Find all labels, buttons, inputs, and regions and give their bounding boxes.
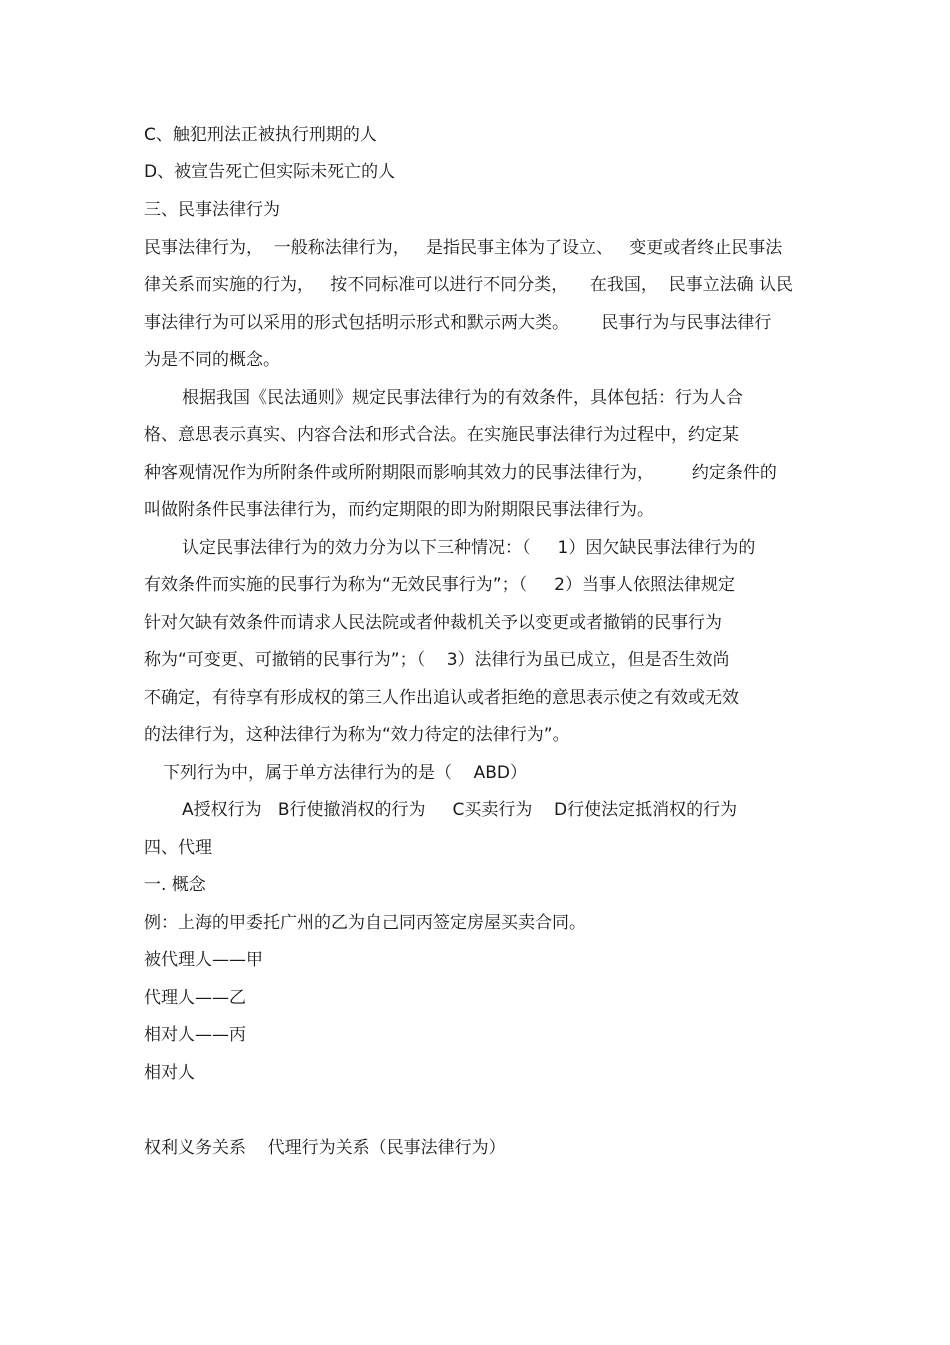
paragraph-line: 认定民事法律行为的效力分为以下三种情况：（ 1）因欠缺民事法律行为的: [182, 538, 756, 558]
paragraph-line: 称为“可变更、可撤销的民事行为”；（ 3）法律行为虽已成立，但是否生效尚: [144, 650, 730, 670]
section-3-heading: 三、民事法律行为: [144, 200, 280, 220]
paragraph-line: 种客观情况作为所附条件或所附期限而影响其效力的民事法律行为， 约定条件的: [144, 463, 777, 483]
role-principal: 被代理人——甲: [144, 950, 263, 970]
relations-line: 权利义务关系 代理行为关系（民事法律行为）: [144, 1138, 506, 1158]
paragraph-line: 格、意思表示真实、内容合法和形式合法。在实施民事法律行为过程中，约定某: [144, 425, 739, 445]
paragraph-line: 叫做附条件民事法律行为，而约定期限的即为附期限民事法律行为。: [144, 500, 654, 520]
paragraph-line: 为是不同的概念。: [144, 350, 280, 370]
question-options: A授权行为 B行使撤消权的行为 C买卖行为 D行使法定抵消权的行为: [182, 800, 738, 820]
example-line: 例：上海的甲委托广州的乙为自己同丙签定房屋买卖合同。: [144, 913, 586, 933]
paragraph-line: 的法律行为，这种法律行为称为“效力待定的法律行为”。: [144, 725, 570, 745]
question-line: 下列行为中，属于单方法律行为的是（ ABD）: [163, 763, 527, 783]
paragraph-line: 律关系而实施的行为， 按不同标准可以进行不同分类， 在我国， 民事立法确 认民: [144, 275, 794, 295]
role-counterparty: 相对人——丙: [144, 1025, 246, 1045]
option-c-item: C、触犯刑法正被执行刑期的人: [144, 125, 377, 145]
paragraph-line: 民事法律行为， 一般称法律行为， 是指民事主体为了设立、 变更或者终止民事法: [144, 238, 783, 258]
paragraph-line: 根据我国《民法通则》规定民事法律行为的有效条件，具体包括：行为人合: [182, 388, 743, 408]
role-agent: 代理人——乙: [144, 988, 246, 1008]
option-d-item: D、被宣告死亡但实际未死亡的人: [144, 162, 396, 182]
paragraph-line: 不确定，有待享有形成权的第三人作出追认或者拒绝的意思表示使之有效或无效: [144, 688, 739, 708]
counterparty-label: 相对人: [144, 1063, 195, 1083]
paragraph-line: 有效条件而实施的民事行为称为“无效民事行为”；（ 2）当事人依照法律规定: [144, 575, 735, 595]
section-4-heading: 四、代理: [144, 838, 212, 858]
paragraph-line: 针对欠缺有效条件而请求人民法院或者仲裁机关予以变更或者撤销的民事行为: [144, 613, 722, 633]
subsection-1-heading: 一. 概念: [144, 875, 206, 895]
paragraph-line: 事法律行为可以采用的形式包括明示形式和默示两大类。 民事行为与民事法律行: [144, 313, 772, 333]
